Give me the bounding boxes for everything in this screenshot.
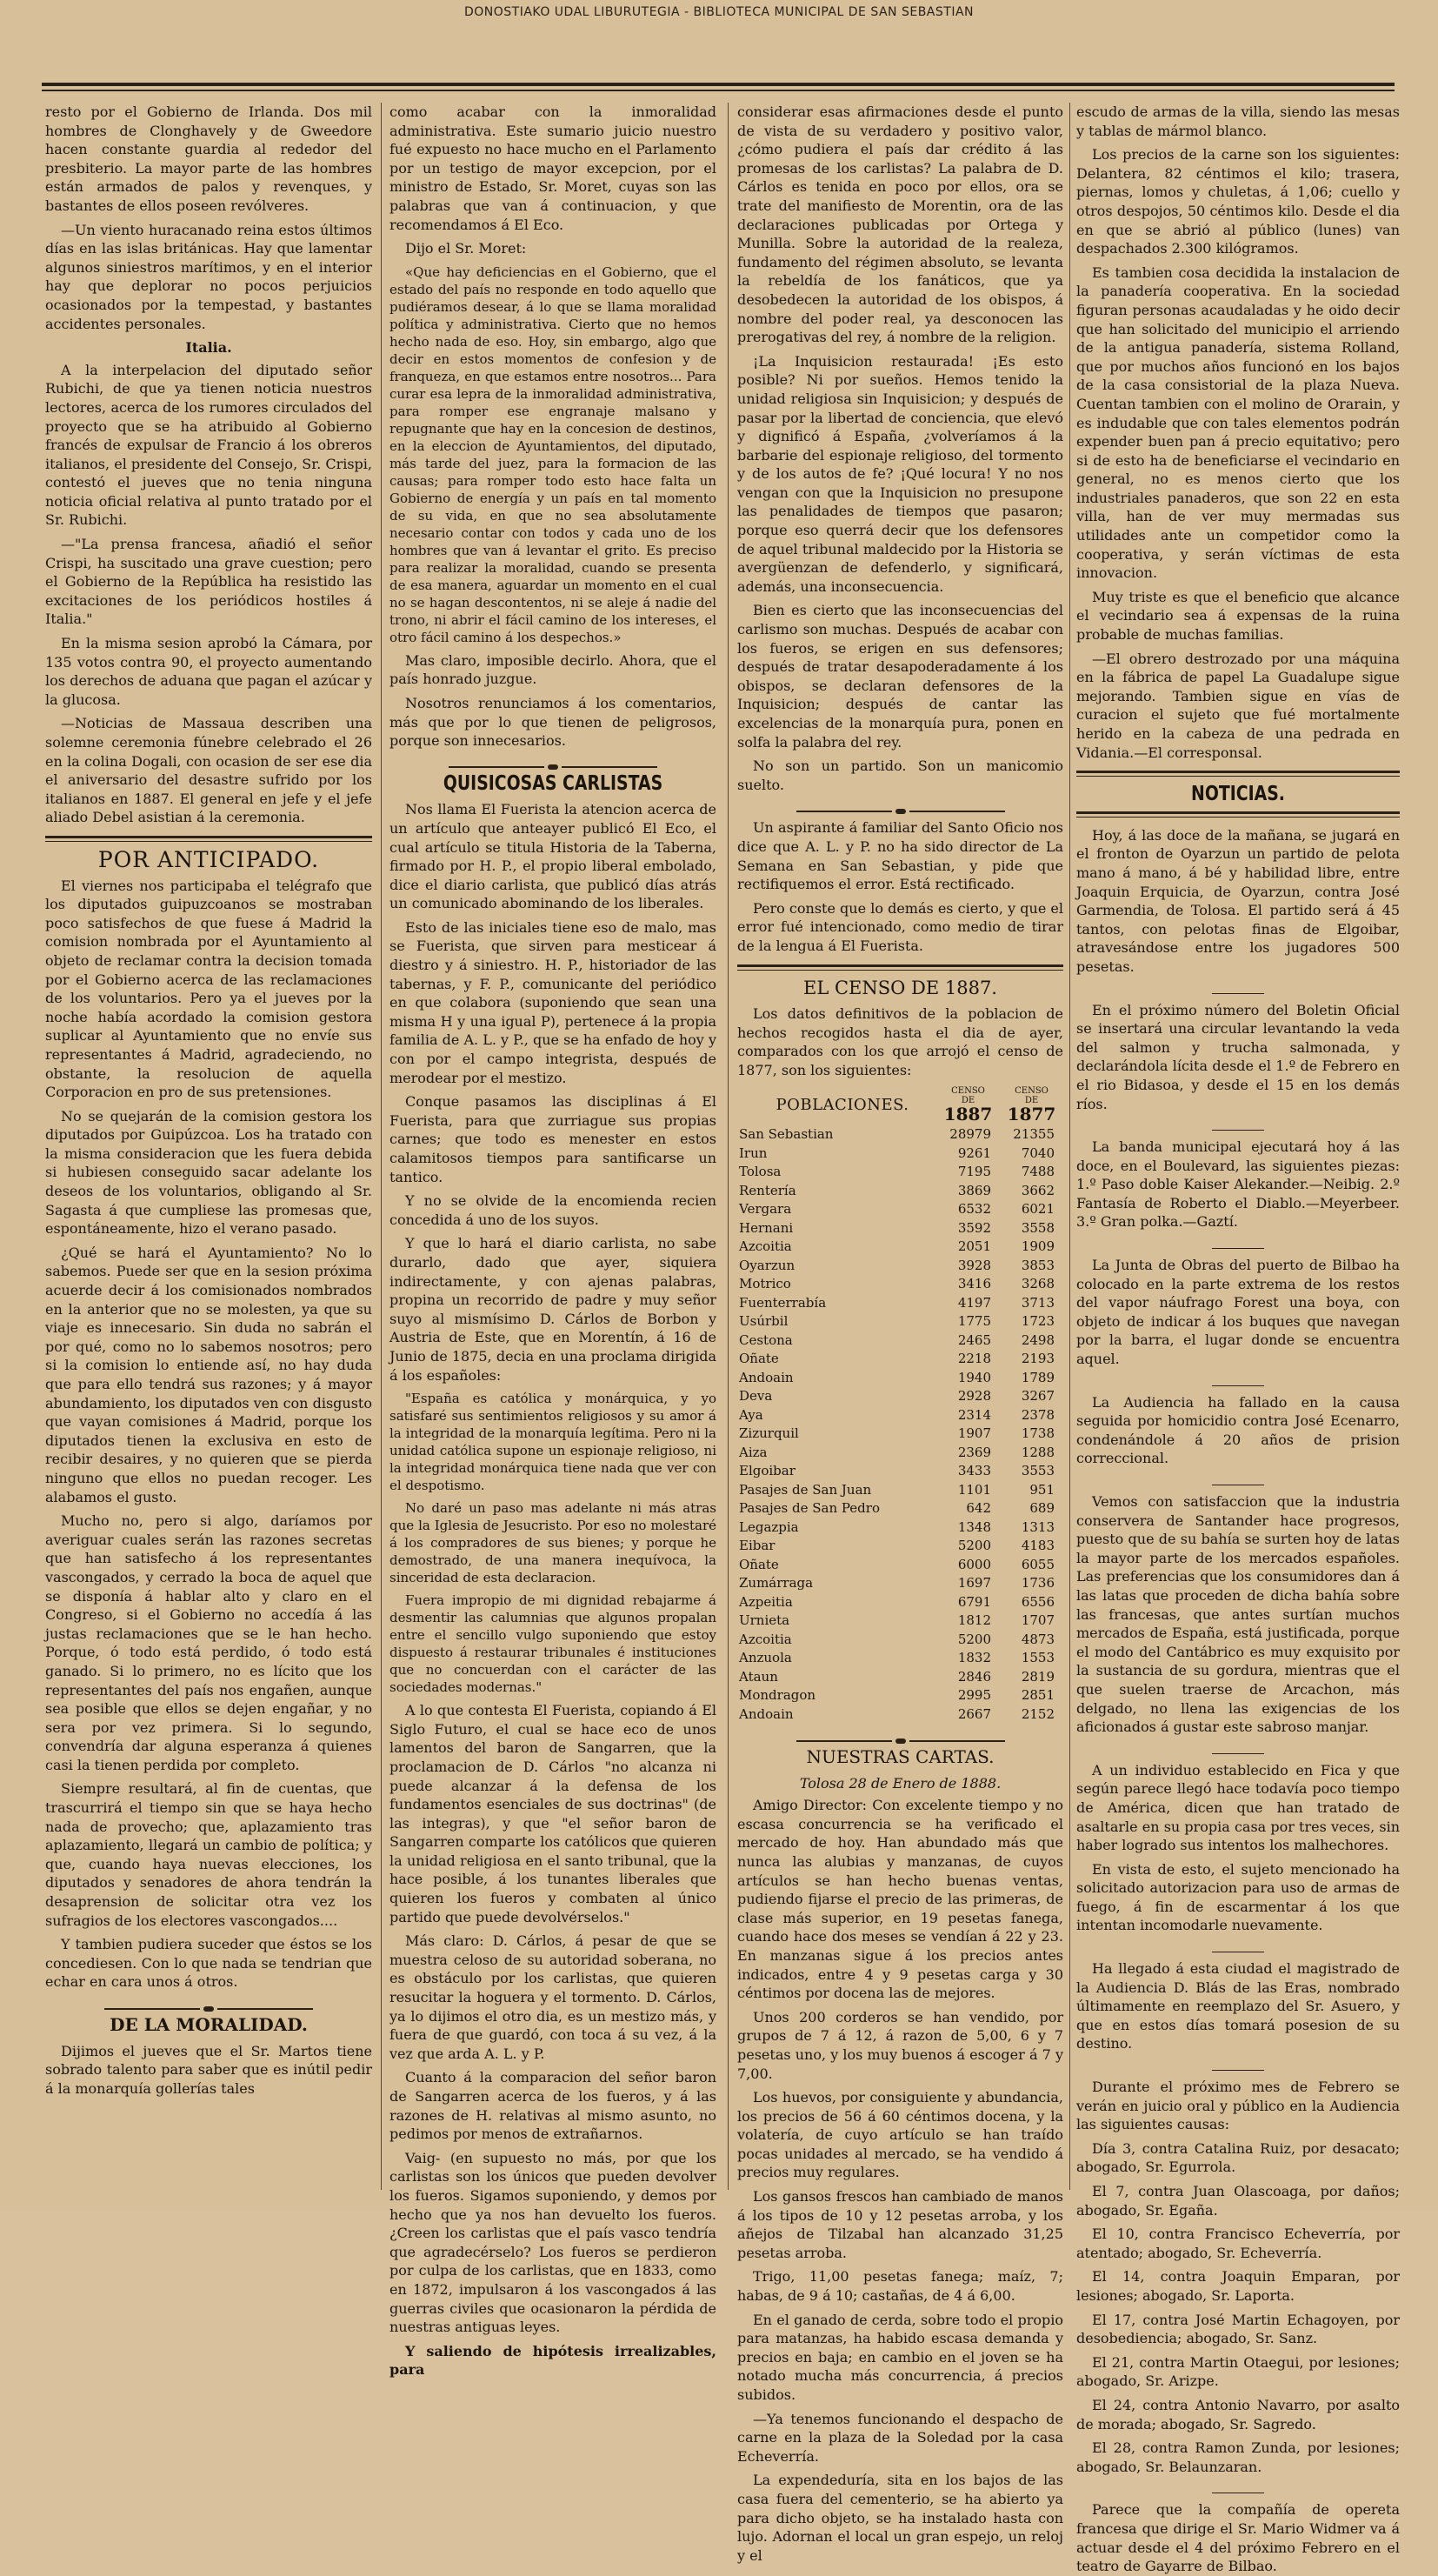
paragraph: Unos 200 corderos se han vendido, por grupos de 7 á 12, á razon de 5,00, 6 y 7 pesetas uno, y los muy buenos á escoger á 7 y 7,00. [737, 2008, 1063, 2082]
paragraph: La Junta de Obras del puerto de Bilbao ha colocado en la parte extrema de los restos del vapor náufrago Forest una boya, con objeto de indicar á los buques que navegan por la barra, el lugar donde se encuentra aquel. [1076, 1257, 1400, 1368]
court-listing: El 24, contra Antonio Navarro, por asalto de morada; abogado, Sr. Sagredo. [1076, 2396, 1400, 2433]
census-town: Oñate [739, 1351, 779, 1366]
census-1877-value: 1736 [1021, 1575, 1055, 1591]
paragraph: A lo que contesta El Fuerista, copiando á El Siglo Futuro, el cual se hace eco de unos lamentos del baron de Sangarren, que la proclamacion de D. Cárlos "no alcanza ni puede alcanzar á la defensa de los fundamentos esenciales de sus doctrinas" (de las integras), y que "el señor baron de Sangarren comparte los católicos que quieren la unidad religiosa en el santo tribunal, que la hace posible, á los tunantes liberales que quieren los fueros y combaten al único partido que puede devolvérselos." [389, 1702, 716, 1925]
paragraph: A la interpelacion del diputado señor Rubichi, de que ya tienen noticia nuestros lectores, acerca de los rumores circulados del proyecto que se ha atribuido al Gobierno francés de expulsar de Francio á los obreros italianos, el presidente del Consejo, Sr. Crispi, contestó el jueves que no tenia ninguna noticia oficial relativa al punto tratado por el Sr. Rubichi. [45, 361, 372, 529]
court-listing: El 10, contra Francisco Echeverría, por atentado; abogado, Sr. Echeverría. [1076, 2226, 1400, 2261]
census-1877-value: 1738 [1021, 1425, 1055, 1441]
paragraph: Amigo Director: Con excelente tiempo y no escasa concurrencia se ha verificado el mercado de hoy. Han abundado más que nunca las alubias y manzanas, de cuyos artículos se han hecho buenas ventas, pudiendo fijarse el precio de las primeras, de clase más superior, en 19 pesetas fanega, cuando hace dos meses se vendían á 22 y 23. En manzanas sigue á los precios antes indicados, entre 4 y 9 pesetas carga y 30 céntimos por docena las de mejores. [737, 1797, 1063, 2002]
census-1877-value: 3268 [1021, 1276, 1055, 1291]
census-town: Urnieta [739, 1612, 790, 1628]
census-1887-value: 1775 [957, 1313, 991, 1329]
census-row [737, 1257, 1063, 1276]
court-listing: El 17, contra José Martin Echagoyen, por desobediencia; abogado, Sr. Sanz. [1076, 2311, 1400, 2347]
census-1877-value: 2378 [1021, 1406, 1055, 1423]
census-town: San Sebastian [739, 1126, 834, 1142]
census-town: Andoain [739, 1369, 794, 1385]
census-row [737, 1425, 1063, 1444]
ornamental-divider [737, 1731, 1063, 1741]
heading-de-la-moralidad: DE LA MORALIDAD. [110, 2014, 308, 2035]
paragraph: En la misma sesion aprobó la Cámara, por 135 votos contra 90, el proyecto aumentando los derechos de aduana que pagan el azúcar y la glucosa. [45, 635, 372, 708]
census-1887-value: 3416 [957, 1276, 991, 1291]
ornamental-divider [737, 801, 1063, 811]
quote-paragraph: «Que hay deficiencias en el Gobierno, que el estado del país no responde en todo aquello que pudiéramos desear, á lo que se llama moralidad política y administrativa. Cierto que no hemos hecho nada de eso. Hoy, sin embargo, algo que decir en estos momentos de confesion y de franqueza, en que estamos entre nosotros... Para curar esa lepra de la inmoralidad administrativa, para romper ese engranaje malsano y repugnante que hay en la concesion de destinos, en la eleccion de Ayuntamientos, del diputado, más tarde del juez, para la formacion de las causas; para romper todo esto hace falta un Gobierno de energía y un país en tal momento de su vida, en que no sea absolutamente necesario contar con todos y cada uno de los hombres que van á levantar el grito. Es preciso para realizar la moralidad, cuando se presenta de esa manera, aguardar un momento en el cual no se hagan descontentos, ni se aleje á nadie del trono, ni abrir el fácil camino de los intereses, el otro fácil camino á los despechos.» [389, 264, 716, 645]
census-1877-value: 4183 [1021, 1538, 1055, 1553]
census-1877-value: 2152 [1021, 1705, 1055, 1722]
census-row [737, 1275, 1063, 1294]
census-row [737, 1219, 1063, 1238]
census-1887-value: 28979 [949, 1126, 991, 1142]
paragraph: En vista de esto, el sujeto mencionado ha solicitado autorizacion para uso de armas de fuego, á fin de escarmentar á los que intentan incomodarle nuevamente. [1076, 1860, 1400, 1934]
census-1887-value: 4197 [957, 1294, 991, 1311]
census-town: Azcoitia [739, 1238, 792, 1254]
census-row [737, 1686, 1063, 1705]
census-1887-value: 1101 [957, 1481, 991, 1498]
paragraph: —El obrero destrozado por una máquina en la fábrica de papel La Guadalupe sigue mejorando. Tambien sigue en vías de curacion el sujeto que fué mortalmente herido en la cabeza de una pedrada en Vidania.—El corresponsal. [1076, 650, 1400, 761]
paragraph: Y tambien pudiera suceder que éstos se los concediesen. Con lo que nada se tendrian que echar en cara unos á otros. [45, 1936, 372, 1991]
census-1887-value: 1348 [957, 1518, 991, 1535]
paragraph: Vemos con satisfaccion que la industria conservera de Santander hace progresos, puesto que de su bahía se surten hoy de latas la mayor parte de los mercados españoles. Las preferencias que los consumidores dan á las latas que proceden de dicha bahía sobre las francesas, que antes surtían muchos mercados de España, está justificada, porque el modo del Cantábrico es muy exquisito por la sustancia de su gordura, mientras que el que suelen traerse de Arcachon, más delgado, no llena las exigencias de los aficionados á gustar este sabroso manjar. [1076, 1493, 1400, 1736]
census-row [737, 1406, 1063, 1425]
census-town: Vergara [739, 1201, 792, 1217]
census-row [737, 1705, 1063, 1725]
census-row [737, 1387, 1063, 1406]
short-divider [1076, 1376, 1400, 1386]
column-divider [728, 103, 729, 2190]
column-divider [1069, 103, 1070, 2190]
census-row [737, 1481, 1063, 1500]
short-divider [1076, 984, 1400, 994]
census-row [737, 1537, 1063, 1556]
paragraph: Siempre resultará, al fin de cuentas, que trascurrirá el tiempo sin que se haya hecho nada de provecho; que, aplazamiento tras aplazamiento, llegará un cambio de política; y que, cuando haya nuevas elecciones, los diputados y senadores de ahora tendrán la desaprension de solicitar otra vez los sufragios de los electores vascongados.... [45, 1780, 372, 1929]
section-divider [1076, 811, 1400, 818]
census-row [737, 1350, 1063, 1369]
paragraph: Hoy, á las doce de la mañana, se jugará en el fronton de Oyarzun un partido de pelota mano á mano, á bé y habilidad libre, entre Joaquin Erquicia, de Oyarzun, contra José Garmendia, de Tolosa. El partido será á 45 tantos, con pelotas finas de Elgoibar, atravesándose entre los jugadores 500 pesetas. [1076, 826, 1400, 975]
column-header-poblaciones: POBLACIONES. [776, 1096, 909, 1114]
paragraph: Ha llegado á esta ciudad el magistrado de la Audiencia D. Blás de las Eras, nombrado últimamente en reemplazo del Sr. Asuero, y que en estos días tomará posesion de su destino. [1076, 1960, 1400, 2052]
census-1887-value: 3869 [957, 1182, 991, 1198]
census-town: Mondragon [739, 1687, 816, 1703]
census-row [737, 1631, 1063, 1650]
census-1887-value: 2314 [957, 1406, 991, 1423]
census-1887-value: 3592 [957, 1219, 991, 1236]
census-1887-value: 1832 [957, 1650, 991, 1665]
census-town: Elgoibar [739, 1463, 796, 1478]
paragraph: Es tambien cosa decidida la instalacion de la panadería cooperativa. En la sociedad figuran personas acaudaladas y he oido decir que han solicitado del municipio el arriendo de la antigua panadería, sistema Rolland, que por muchos años funcionó en los bajos de la casa consistorial de la plaza Nueva. Cuentan tambien con el molino de Orarain, y es indudable que con tales elementos podrán expender buen pan á precio equitativo; pero si de esto ha de beneficiarse el vecindario en general, no es menos cierto que los industriales panaderos, que son 22 en esta villa, han de ver muy mermadas sus utilidades ante un competidor como la cooperativa, y serán víctimas de esta innovacion. [1076, 264, 1400, 582]
census-1887-value: 6791 [957, 1593, 991, 1610]
census-1887-value: 2369 [957, 1444, 991, 1460]
census-1887-value: 1697 [957, 1575, 991, 1591]
paragraph: Parece que la compañía de opereta francesa que dirige el Sr. Mario Widmer va á actuar desde el 4 del próximo Febrero en el teatro de Gayarre de Bilbao. [1076, 2501, 1400, 2575]
paragraph: Trigo, 11,00 pesetas fanega; maíz, 7; habas, de 9 á 10; castañas, de 4 á 6,00. [737, 2268, 1063, 2305]
census-town: Deva [739, 1388, 773, 1404]
heading-por-anticipado: POR ANTICIPADO. [97, 846, 320, 872]
library-watermark: DONOSTIAKO UDAL LIBURUTEGIA - BIBLIOTECA MUNICIPAL DE SAN SEBASTIAN [463, 5, 975, 19]
census-town: Legazpia [739, 1518, 799, 1535]
census-1877-value: 7040 [1021, 1145, 1055, 1161]
column-header-censo-1877: CENSO DE 1877 [1007, 1085, 1056, 1124]
census-1877-value: 1789 [1021, 1369, 1055, 1385]
census-1887-value: 1940 [957, 1369, 991, 1385]
heading-nuestras-cartas: NUESTRAS CARTAS. [806, 1746, 995, 1767]
paragraph: Mucho no, pero si algo, daríamos por averiguar cuales serán las razones secretas que han satisfecho á los representantes vascongados, y cerrado la boca de aquel que se disponía á hablar alto y claro en el Congreso, si el Gobierno no accedía á las justas reclamaciones que se le han hecho. Porque, ó todo está perdido, ó todo está ganado. Si lo primero, no es lícito que los representantes del país nos engañen, aunque sea posible que ellos se dejen engañar, y no sera por vez primera. Si lo segundo, convendría dar alguna esperanza á quienes casi la tienen perdida por completo. [45, 1512, 372, 1773]
census-1887-value: 2218 [957, 1351, 991, 1366]
census-town: Pasajes de San Pedro [739, 1500, 880, 1516]
paragraph: Los datos definitivos de la poblacion de hechos recogidos hasta el dia de ayer, comparados con los que arrojó el censo de 1877, son los siguientes: [737, 1005, 1063, 1078]
heading-quisicosas-carlistas: QUISICOSAS CARLISTAS [443, 771, 663, 795]
census-town: Azcoitia [739, 1631, 792, 1647]
ornamental-divider [45, 1999, 372, 2009]
short-divider [1076, 1942, 1400, 1952]
census-1877-value: 2819 [1021, 1668, 1055, 1685]
census-town: Anzuola [739, 1650, 792, 1665]
paragraph: El viernes nos participaba el telégrafo que los diputados guipuzcoanos se mostraban poco satisfechos de que fuese á Madrid la comision nombrada por el Ayuntamiento al objeto de reclamar contra la decision tomada por el Gobierno acerca de las reclamaciones de los voluntarios. Pero ya el jueves por la noche había acordado la comision gestora suplicar al Ayuntamiento que no envíe sus representantes á Madrid, agradeciendo, no obstante, la resolucion de aquella Corporacion en pro de sus pretensiones. [45, 877, 372, 1101]
column-2 [389, 103, 716, 2379]
census-1877-value: 951 [1029, 1481, 1055, 1498]
census-row [737, 1499, 1063, 1518]
paragraph: Nosotros renunciamos á los comentarios, más que por lo que tienen de peligrosos, porque son innecesarios. [389, 694, 716, 750]
census-row [737, 1518, 1063, 1538]
census-1877-value: 2498 [1021, 1331, 1055, 1348]
paragraph: Durante el próximo mes de Febrero se verán en juicio oral y público en la Audiencia las siguientes causas: [1076, 2079, 1400, 2133]
paragraph: resto por el Gobierno de Irlanda. Dos mil hombres de Clonghavely y de Gweedore hacen constante guardia al rededor del presbiterio. La mayor parte de las hombres están armados de palos y revenques, y bastantes de ellos poseen revólveres. [45, 103, 372, 214]
paragraph: La banda municipal ejecutará hoy á las doce, en el Boulevard, las siguientes piezas: 1.º Paso doble Kaiser Alekander.—Neibig. 2.º Fantasía de Roberto el Diablo.—Meyerbeer. 3.º Gran polka.—Gaztí. [1076, 1138, 1400, 1231]
court-listing: El 14, contra Joaquin Emparan, por lesiones; abogado, Sr. Laporta. [1076, 2268, 1400, 2304]
census-1877-value: 1288 [1021, 1444, 1055, 1460]
paragraph: Y saliendo de hipótesis irrealizables, para [389, 2342, 716, 2379]
census-row [737, 1593, 1063, 1612]
census-town: Tolosa [739, 1164, 782, 1179]
census-row [737, 1163, 1063, 1182]
paragraph: Más claro: D. Cárlos, á pesar de que se muestra celoso de su autoridad soberana, no es obstáculo por los carlistas, que quieren resucitar la hoguera y el tormento. D. Cárlos, ya lo dijimos el otro dia, es un mestizo más, y fuera de que guardó, con toca á su vez, á la vez que arda A. L. y P. [389, 1932, 716, 2062]
heading-el-censo: EL CENSO DE 1887. [803, 977, 997, 998]
census-1877-value: 4873 [1021, 1631, 1055, 1647]
census-1887-value: 7195 [957, 1164, 991, 1179]
column-1 [45, 103, 372, 2190]
paragraph: Cuanto á la comparacion del señor baron de Sangarren acerca de los fueros, y á las razones de H. relativas al mismo asunto, no pedimos por menos de extrañarnos. [389, 2069, 716, 2143]
census-1877-value: 1313 [1021, 1518, 1055, 1535]
census-1877-value: 3662 [1021, 1182, 1055, 1198]
short-divider [1076, 1120, 1400, 1131]
census-1877-value: 7488 [1021, 1164, 1055, 1179]
paragraph: considerar esas afirmaciones desde el punto de vista de su verdadero y positivo valor, ¿cómo pudiera el país dar crédito á las promesas de los carlistas? La palabra de D. Cárlos es tenida en poco por ellos, ora se trate del manifiesto de Morentin, ora de las declaraciones publicadas por Ortega y Munilla. Sobre la autoridad de la realeza, fundamento del régimen absoluto, se levanta la rebeldía de los fanáticos, que ya desobedecen la autoridad de los obispos, á nombre del poder real, ya desconocen las prerogativas del rey, á nombre de la religion. [737, 103, 1063, 346]
census-town: Zumárraga [739, 1575, 814, 1591]
paragraph: Un aspirante á familiar del Santo Oficio nos dice que A. L. y P. no ha sido director de La Semana en San Sebastian, y pide que rectifiquemos el error. Está rectificado. [737, 819, 1063, 893]
paragraph: Los precios de la carne son los siguientes: Delantera, 82 céntimos el kilo; trasera, piernas, lomos y chuletas, á 1,06; cuello y otros despojos, 50 céntimos kilo. Desde el dia en que se abrió al público (lunes) van despachados 2.300 kilógramos. [1076, 146, 1400, 257]
paragraph: Mas claro, imposible decirlo. Ahora, que el país honrado juzgue. [389, 651, 716, 688]
census-1887-value: 3928 [957, 1257, 991, 1273]
paragraph: —Noticias de Massaua describen una solemne ceremonia fúnebre celebrado el 26 en la colina Dogali, con ocasion de ser ese dia el aniversario del desastre sufrido por los italianos en 1887. El general en jefe y el jefe aliado Debel asistian á la ceremonia. [45, 715, 372, 826]
census-row [737, 1200, 1063, 1219]
census-town: Oñate [739, 1556, 779, 1572]
paragraph: Dijimos el jueves que el Sr. Martos tiene sobrado talento para saber que es inútil pedir á la monarquía gollerías tales [45, 2042, 372, 2097]
census-1887-value: 2846 [957, 1668, 991, 1685]
court-listing: El 21, contra Martin Otaegui, por lesiones; abogado, Sr. Arizpe. [1076, 2353, 1400, 2390]
census-1877-value: 2851 [1021, 1687, 1055, 1703]
census-town: Ataun [739, 1668, 778, 1685]
paragraph: Vaig- (en supuesto no más, por que los carlistas son los únicos que pueden devolver los fueros. Sigamos suponiendo, y demos por hecho que ya nos han devuelto los fueros. ¿Creen los carlistas que el país vasco tendría que agradecérselo? Los fueros se perdieron por culpa de los carlistas, que en 1833, como en 1872, impulsaron á los vascongados á las guerras civiles que ocasionaron la pérdida de nuestras antiguas leyes. [389, 2149, 716, 2336]
paragraph: ¡La Inquisicion restaurada! ¡Es esto posible? Ni por sueños. Hemos tenido la unidad religiosa sin Inquisicion; y después de pasar por la libertad de conciencia, que elevó y dignificó á España, ¿volveríamos á la barbarie del espionaje religioso, del tormento y de los autos de fe? ¡Qué locura! Y no nos vengan con que la Inquisicion no presupone las penalidades de tiempos que pasaron; porque eso querrá decir que los defensores de aquel tribunal maldecido por la Historia se avergüenzan de defenderlo, y significará, además, una inconsecuencia. [737, 352, 1063, 595]
dateline: Tolosa 28 de Enero de 1888. [799, 1774, 1002, 1792]
paragraph: Nos llama El Fuerista la atencion acerca de un artículo que anteayer publicó El Eco, el cual artículo se titula Historia de la Taberna, firmado por H. P., el propio liberal embolado, dice el diario carlista, que publicó días atrás un comunicado abominando de los liberales. [389, 801, 716, 912]
section-divider [737, 964, 1063, 971]
paragraph: A un individuo establecido en Fica y que según parece llegó hace todavía poco tiempo de América, dicen que han tratado de asaltarle en su propia casa por tres veces, sin haber logrado sus intentos los malhechores. [1076, 1761, 1400, 1854]
paragraph: Bien es cierto que las inconsecuencias del carlismo son muchas. Después de acabar con los fueros, se erigen en sus defensores; después de tratar desapoderadamente á los obispos, se declaran defensores de la Inquisicion; después de cantar las excelencias de la monarquía pura, ponen en solfa la palabra del rey. [737, 602, 1063, 751]
court-listing: Día 3, contra Catalina Ruiz, por desacato; abogado, Sr. Egurrola. [1076, 2139, 1400, 2176]
short-divider [1076, 1238, 1400, 1249]
census-1887-value: 6532 [957, 1201, 991, 1217]
paragraph: —"La prensa francesa, añadió el señor Crispi, ha suscitado una grave cuestion; pero el Gobierno de la República ha resistido las excitaciones de los periódicos hostiles á Italia." [45, 536, 372, 628]
census-row [737, 1238, 1063, 1257]
census-town: Fuenterrabía [739, 1294, 827, 1311]
paragraph: escudo de armas de la villa, siendo las mesas y tablas de mármol blanco. [1076, 103, 1400, 139]
quote-paragraph: No daré un paso mas adelante ni más atras que la Iglesia de Jesucristo. Por eso no molestaré á los compradores de sus bienes; y porque he demostrado, de una manera inequívoca, la sinceridad de esta declaracion. [389, 1500, 716, 1586]
census-1877-value: 21355 [1013, 1126, 1055, 1142]
census-1887-value: 2667 [957, 1705, 991, 1722]
census-row [737, 1145, 1063, 1164]
census-1887-value: 2928 [957, 1388, 991, 1404]
paragraph: Dijo el Sr. Moret: [405, 240, 527, 257]
census-1887-value: 642 [966, 1500, 991, 1516]
paragraph: Los huevos, por consiguiente y abundancia, los precios de 56 á 60 céntimos docena, y la volatería, de cuyo artículo se han traído pocas unidades al mercado, se ha vendido á precios muy regulares. [737, 2089, 1063, 2181]
masthead-rule-thick [42, 83, 1395, 86]
paragraph: Y no se olvide de la encomienda recien concedida á uno de los suyos. [389, 1192, 716, 1228]
census-town: Motrico [739, 1276, 791, 1291]
census-1887-value: 1907 [957, 1425, 991, 1441]
census-1887-value: 5200 [957, 1538, 991, 1553]
column-divider [381, 103, 382, 2190]
census-1887-value: 5200 [957, 1631, 991, 1647]
census-town: Pasajes de San Juan [739, 1481, 872, 1498]
census-row [737, 1444, 1063, 1463]
paragraph: Muy triste es que el beneficio que alcance el vecindario sea á expensas de la ruina probable de muchas familias. [1076, 588, 1400, 644]
column-3 [737, 103, 1063, 2564]
census-row [737, 1462, 1063, 1481]
paragraph: ¿Qué se hará el Ayuntamiento? No lo sabemos. Puede ser que en la sesion próxima acuerde decir á los comisionados nombrados en la anterior que no se molesten, ya que su viaje es innecesario. Sin duda no sabrán el por qué, como no lo sabemos nosotros; pero si la comision lo entiende así, no hay duda que para ello tendrá sus razones; y á mayor abundamiento, los diputados ven con disgusto que vayan comisiones á Madrid, porque los diputados tienen la exclusiva en esto de recibir desaires, y no quieren que se pierda ninguno que ellos no puedan recoger. Les alabamos el gusto. [45, 1244, 372, 1505]
census-1877-value: 3553 [1021, 1463, 1055, 1478]
paragraph: La expendeduría, sita en los bajos de las casa fuera del cementerio, se ha abierto ya para dicho objeto, se ha instalado hasta con lujo. Adornan el local un gran espejo, un reloj y el [737, 2472, 1063, 2564]
census-row [737, 1125, 1063, 1145]
section-subheading-italia: Italia. [185, 339, 232, 357]
census-town: Rentería [739, 1182, 796, 1198]
paragraph: No se quejarán de la comision gestora los diputados por Guipúzcoa. Los ha tratado con la misma consideracion que les fuera debida si hubiesen conseguido sacar adelante los deseos de los voluntarios, obligando al Sr. Sagasta á que cumpliese las promesas que, espontáneamente, hizo el verano pasado. [45, 1107, 372, 1238]
census-town: Hernani [739, 1219, 794, 1236]
census-row [737, 1612, 1063, 1631]
census-row [737, 1649, 1063, 1668]
census-town: Oyarzun [739, 1257, 796, 1273]
paragraph: —Un viento huracanado reina estos últimos días en las islas británicas. Hay que lamentar algunos siniestros marítimos, y en el interior hay que deplorar no pocos perjuicios ocasionados por la tempestad, y bastantes accidentes personales. [45, 221, 372, 332]
census-row [737, 1668, 1063, 1687]
section-divider [45, 836, 372, 842]
census-town: Andoain [739, 1705, 794, 1722]
census-1877-value: 3558 [1021, 1219, 1055, 1236]
census-town: Eibar [739, 1538, 776, 1553]
paragraph: La Audiencia ha fallado en la causa seguida por homicidio contra José Ecenarro, condenándole á 20 años de prision correccional. [1076, 1393, 1400, 1467]
census-1887-value: 3433 [957, 1463, 991, 1478]
census-1877-value: 6556 [1021, 1593, 1055, 1610]
heading-noticias: NOTICIAS. [1191, 783, 1285, 806]
paragraph: No son un partido. Son un manicomio suelto. [737, 757, 1063, 793]
census-town: Usúrbil [739, 1313, 789, 1329]
paragraph: —Ya tenemos funcionando el despacho de carne en la plaza de la Soledad por la casa Echeverría. [737, 2410, 1063, 2465]
census-town: Cestona [739, 1331, 793, 1348]
census-row [737, 1294, 1063, 1313]
census-1877-value: 3853 [1021, 1257, 1055, 1273]
census-row [737, 1312, 1063, 1331]
short-divider [1076, 2060, 1400, 2071]
short-divider [1076, 1475, 1400, 1485]
census-row [737, 1369, 1063, 1388]
paragraph: Esto de las iniciales tiene eso de malo, mas se Fuerista, que sirven para mesticear á diestro y á siniestro. H. P., historiador de las tabernas, y F. P., comunicante del periódico en que colabora (suponiendo que sean una misma H y una igual P), pertenece á la propia familia de A. L. y P., que se ha enfado de hoy y con por el campo integrista, después de merodear por el mestizo. [389, 918, 716, 1086]
census-1887-value: 2465 [957, 1331, 991, 1348]
census-town: Zizurquil [739, 1425, 799, 1441]
paragraph: En el ganado de cerda, sobre todo el propio para matanzas, ha habido escasa demanda y precios en baja; en cambio en el joven se ha notado mucha más concurrencia, á precios subidos. [737, 2311, 1063, 2403]
paragraph: En el próximo número del Boletin Oficial se insertará una circular levantando la veda del salmon y trucha salmonada, y declarándola lícita desde el 1.º de Febrero en el rio Bidasoa, y desde el 15 en los demás ríos. [1076, 1001, 1400, 1112]
quote-paragraph: "España es católica y monárquica, y yo satisfaré sus sentimientos religiosos y su amor á la integridad de la monarquía legítima. Pero ni la unidad católica supone un espionaje religioso, ni la integridad monárquica tiene nada que ver con el despotismo. [389, 1391, 716, 1494]
column-4 [1076, 103, 1400, 2575]
census-1887-value: 6000 [957, 1556, 991, 1572]
census-town: Aiza [739, 1444, 768, 1460]
census-town: Aya [739, 1406, 763, 1423]
paragraph: como acabar con la inmoralidad administrativa. Este sumario juicio nuestro fué expuesto no hace mucho en el Parlamento por un testigo de mayor excepcion, por el ministro de Estado, Sr. Moret, cuyas son las palabras que van á continuacion, y que recomendamos á El Eco. [389, 103, 716, 233]
census-1877-value: 1723 [1021, 1313, 1055, 1329]
paragraph: Los gansos frescos han cambiado de manos á los tipos de 10 y 12 pesetas arroba, y los añejos de Tilzabal han alcanzado 31,25 pesetas arroba. [737, 2188, 1063, 2261]
paragraph: Y que lo hará el diario carlista, no sabe durarlo, dado que ayer, siquiera indirectamente, y con ajenas palabras, propina un recorrido de padre y muy señor suyo al mismísimo D. Cárlos de Borbon y Austria de Este, que en Morentín, á 16 de Junio de 1875, decia en una proclama dirigida á los españoles: [389, 1235, 716, 1384]
census-1877-value: 2193 [1021, 1351, 1055, 1366]
court-listing: El 7, contra Juan Olascoaga, por daños; abogado, Sr. Egaña. [1076, 2183, 1400, 2219]
census-1877-value: 1909 [1021, 1238, 1055, 1254]
census-row [737, 1556, 1063, 1575]
census-1887-value: 2051 [957, 1238, 991, 1254]
ornamental-divider [389, 757, 716, 768]
column-header-censo-1887: CENSO DE 1887 [943, 1085, 993, 1124]
census-town: Azpeitia [739, 1593, 793, 1610]
census-1877-value: 3713 [1021, 1294, 1055, 1311]
census-row [737, 1331, 1063, 1351]
quote-paragraph: Fuera impropio de mi dignidad rebajarme á desmentir las calumnias que algunos propalan entre el sencillo vulgo suponiendo que estoy dispuesto á restaurar tribunales é instituciones que no concuerdan con el carácter de las sociedades modernas." [389, 1592, 716, 1696]
census-1887-value: 9261 [957, 1145, 991, 1161]
census-1887-value: 2995 [957, 1687, 991, 1703]
census-1877-value: 1707 [1021, 1612, 1055, 1628]
census-table [737, 1085, 1063, 1725]
census-1877-value: 3267 [1021, 1388, 1055, 1404]
census-town: Irun [739, 1145, 768, 1161]
census-1887-value: 1812 [957, 1612, 991, 1628]
census-1877-value: 6055 [1021, 1556, 1055, 1572]
census-1877-value: 6021 [1021, 1201, 1055, 1217]
short-divider [1076, 2483, 1400, 2493]
census-1877-value: 689 [1029, 1500, 1055, 1516]
court-listing: El 28, contra Ramon Zunda, por lesiones; abogado, Sr. Belaunzaran. [1076, 2439, 1400, 2475]
census-table-header [737, 1085, 1063, 1126]
census-row [737, 1182, 1063, 1201]
short-divider [1076, 1744, 1400, 1754]
census-1877-value: 1553 [1021, 1650, 1055, 1665]
masthead-rule-thin [42, 90, 1395, 91]
census-row [737, 1574, 1063, 1593]
section-divider [1076, 771, 1400, 777]
paragraph: Conque pasamos las disciplinas á El Fuerista, para que zurriague sus propias carnes; que todo es menester en estos calamitosos tiempos para santificarse un tantico. [389, 1093, 716, 1185]
paragraph: Pero conste que lo demás es cierto, y que el error fué intencionado, como medio de tirar de la lengua á El Fuerista. [737, 899, 1063, 954]
